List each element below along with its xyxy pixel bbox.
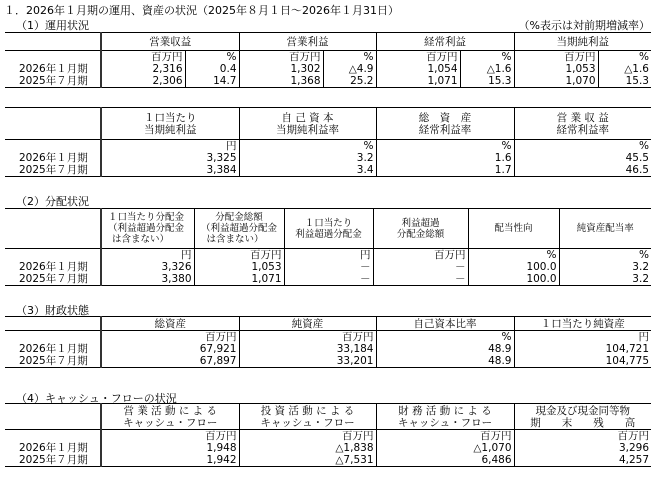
unit: % (468, 249, 559, 262)
unit: 円 (101, 249, 194, 262)
header-line: 当期純利益 (144, 123, 197, 136)
cell: 3.2 (559, 261, 651, 273)
header-blank (5, 33, 101, 51)
unit: % (239, 140, 376, 153)
header-total-distribution (194, 209, 284, 249)
cell: 48.9 (376, 343, 514, 355)
header-line: 分配金総額 (396, 228, 445, 240)
cell: 48.9 (376, 355, 514, 368)
cell: 3,384 (101, 164, 239, 177)
cell: 1,053 (194, 261, 284, 273)
cell: 3,326 (101, 261, 194, 273)
cell: 33,184 (239, 343, 376, 355)
cell: △1,838 (239, 442, 376, 454)
cell: 14.7 (185, 75, 239, 88)
cell: 1,368 (239, 75, 323, 88)
period-label: 2025年７月期 (5, 273, 101, 286)
unit-blank (5, 51, 101, 64)
period-label: 2026年１月期 (19, 261, 88, 273)
header-line: 総 資 産 (418, 111, 472, 124)
table-row (5, 261, 651, 273)
cell: 3,296 (514, 442, 651, 454)
ratios-table (5, 107, 651, 177)
header-line: 営 業 活 動 に よ る (123, 404, 218, 417)
unit: 百万円 (514, 51, 598, 64)
cell: 100.0 (468, 261, 559, 273)
cell: 4,257 (514, 454, 651, 467)
cell: 3.2 (559, 273, 651, 286)
header-line: 分配金総額 (215, 212, 263, 223)
header-equity-ratio: 自己資本比率 (376, 317, 514, 331)
cell: 1,948 (101, 442, 239, 454)
header-ordinary-income: 経常利益 (376, 33, 514, 51)
unit: 百万円 (194, 249, 284, 262)
cell: 45.5 (514, 152, 651, 164)
distributions-table (5, 208, 651, 286)
cell: 3.4 (239, 164, 376, 177)
unit: % (376, 331, 514, 344)
page-title: １．2026年１月期の運用、資産の状況（2025年８月１日～2026年１月31日） (4, 4, 399, 17)
cell: 0.4 (185, 63, 239, 75)
header-line: 経常利益率 (418, 123, 472, 136)
cell: 67,897 (101, 355, 239, 368)
header-line: キャッシュ・フロー (397, 416, 493, 429)
header-line: 利益超過 (401, 217, 440, 229)
table-row (5, 454, 651, 467)
cell: 15.3 (598, 75, 651, 88)
cell: △1,070 (376, 442, 514, 454)
unit: % (514, 140, 651, 153)
table-row (5, 63, 651, 75)
cell: 25.2 (323, 75, 376, 88)
header-net-assets: 純資産 (239, 317, 376, 331)
cell: 1.7 (376, 164, 514, 177)
header-nav-per-unit: １口当たり純資産 (514, 317, 651, 331)
cell: 1,302 (239, 63, 323, 75)
header-distribution-to-nav: 純資産配当率 (559, 209, 651, 249)
unit: 百万円 (373, 249, 468, 262)
period-label: 2026年１月期 (19, 63, 88, 75)
header-line: 現金及び現金同等物 (535, 404, 630, 417)
cell: △1.6 (598, 63, 651, 75)
cell: 33,201 (239, 355, 376, 368)
unit-blank (5, 249, 101, 262)
cash-flows-table (5, 403, 651, 467)
header-financing-cf (376, 404, 514, 430)
unit-blank (5, 331, 101, 344)
header-line: 経常利益率 (556, 123, 609, 136)
period-label: 2026年１月期 (19, 152, 88, 164)
table-row (5, 75, 651, 88)
cell: － (284, 261, 373, 273)
header-total-excess-distribution (373, 209, 468, 249)
header-roe (239, 108, 376, 140)
unit-blank (5, 140, 101, 153)
cell: 104,721 (514, 343, 651, 355)
header-line: キャッシュ・フロー (123, 416, 218, 429)
header-blank (5, 209, 101, 249)
cell: 100.0 (468, 273, 559, 286)
header-line: は含まない） (206, 234, 264, 245)
section-heading-distributions: （2）分配状況 (16, 195, 89, 208)
header-line: （利益超過分配金 (108, 223, 185, 234)
unit: 百万円 (101, 51, 185, 64)
cell: 1,054 (376, 63, 460, 75)
header-line: 投 資 活 動 に よ る (260, 404, 355, 417)
unit: % (598, 51, 651, 64)
cell: 1,071 (376, 75, 460, 88)
table-row (5, 442, 651, 454)
unit: % (559, 249, 651, 262)
unit: % (323, 51, 376, 64)
cell: 6,486 (376, 454, 514, 467)
cell: 3.2 (239, 152, 376, 164)
header-per-unit-net-income (101, 108, 239, 140)
header-ordinary-margin (514, 108, 651, 140)
cell: 1,053 (514, 63, 598, 75)
header-operating-cf (101, 404, 239, 430)
header-operating-revenue: 営業収益 (101, 33, 239, 51)
unit: 百万円 (514, 430, 651, 443)
cell: 15.3 (460, 75, 514, 88)
unit: 円 (514, 331, 651, 344)
cell: 67,921 (101, 343, 239, 355)
section-heading-financial-position: （3）財政状態 (16, 304, 89, 317)
cell: 1,942 (101, 454, 239, 467)
header-line: 期 末 残 高 (530, 416, 636, 429)
operations-table (5, 32, 651, 88)
header-line: 財 務 活 動 に よ る (398, 404, 492, 417)
header-total-assets: 総資産 (101, 317, 239, 331)
cell: 1,071 (194, 273, 284, 286)
unit: 百万円 (376, 51, 460, 64)
unit: 百万円 (239, 331, 376, 344)
cell: 104,775 (514, 355, 651, 368)
period-label: 2026年１月期 (19, 343, 88, 355)
header-line: １口当たり (304, 217, 353, 229)
unit: 百万円 (101, 331, 239, 344)
period-label: 2025年７月期 (5, 75, 101, 88)
header-line: 自 己 資 本 (281, 111, 334, 124)
cell: 1,070 (514, 75, 598, 88)
unit: 円 (284, 249, 373, 262)
table-row (5, 355, 651, 368)
percent-note: （%表示は対前期増減率） (518, 19, 650, 32)
header-line: 利益超過分配金 (295, 228, 362, 240)
period-label: 2025年７月期 (5, 355, 101, 368)
header-payout-ratio: 配当性向 (468, 209, 559, 249)
unit: % (185, 51, 239, 64)
table-row (5, 273, 651, 286)
header-line: は含まない） (112, 234, 170, 245)
unit: 百万円 (376, 430, 514, 443)
cell: － (373, 261, 468, 273)
table-row (5, 152, 651, 164)
unit: 百万円 (101, 430, 239, 443)
header-blank (5, 108, 101, 140)
header-line: キャッシュ・フロー (260, 416, 355, 429)
cell: △4.9 (323, 63, 376, 75)
unit-blank (5, 430, 101, 443)
cell: 2,306 (101, 75, 185, 88)
unit: 百万円 (239, 430, 376, 443)
cell: 2,316 (101, 63, 185, 75)
unit: 百万円 (239, 51, 323, 64)
header-net-income: 当期純利益 (514, 33, 651, 51)
cell: 46.5 (514, 164, 651, 177)
header-blank (5, 317, 101, 331)
cell: △1.6 (460, 63, 514, 75)
header-per-unit-excess-distribution (284, 209, 373, 249)
cell: － (373, 273, 468, 286)
header-cash-end-balance (514, 404, 651, 430)
cell: － (284, 273, 373, 286)
period-label: 2026年１月期 (19, 442, 88, 454)
cell: △7,531 (239, 454, 376, 467)
header-per-unit-distribution (101, 209, 194, 249)
table-row (5, 164, 651, 177)
header-line: 営 業 収 益 (556, 111, 609, 124)
cell: 1.6 (376, 152, 514, 164)
period-label: 2025年７月期 (5, 164, 101, 177)
financial-position-table (5, 316, 651, 368)
header-line: 当期純利益率 (276, 123, 339, 136)
table-row (5, 343, 651, 355)
cell: 3,380 (101, 273, 194, 286)
header-operating-income: 営業利益 (239, 33, 376, 51)
unit: 円 (101, 140, 239, 153)
header-investing-cf (239, 404, 376, 430)
section-heading-operations: （1）運用状況 (16, 19, 89, 32)
header-line: １口当たり分配金 (108, 212, 185, 223)
header-roa (376, 108, 514, 140)
header-blank (5, 404, 101, 430)
unit: % (376, 140, 514, 153)
section-heading-cash-flows: （4）キャッシュ・フローの状況 (16, 392, 177, 405)
cell: 3,325 (101, 152, 239, 164)
header-line: １口当たり (144, 111, 197, 124)
unit: % (460, 51, 514, 64)
header-line: （利益超過分配金 (200, 223, 277, 234)
period-label: 2025年７月期 (5, 454, 101, 467)
